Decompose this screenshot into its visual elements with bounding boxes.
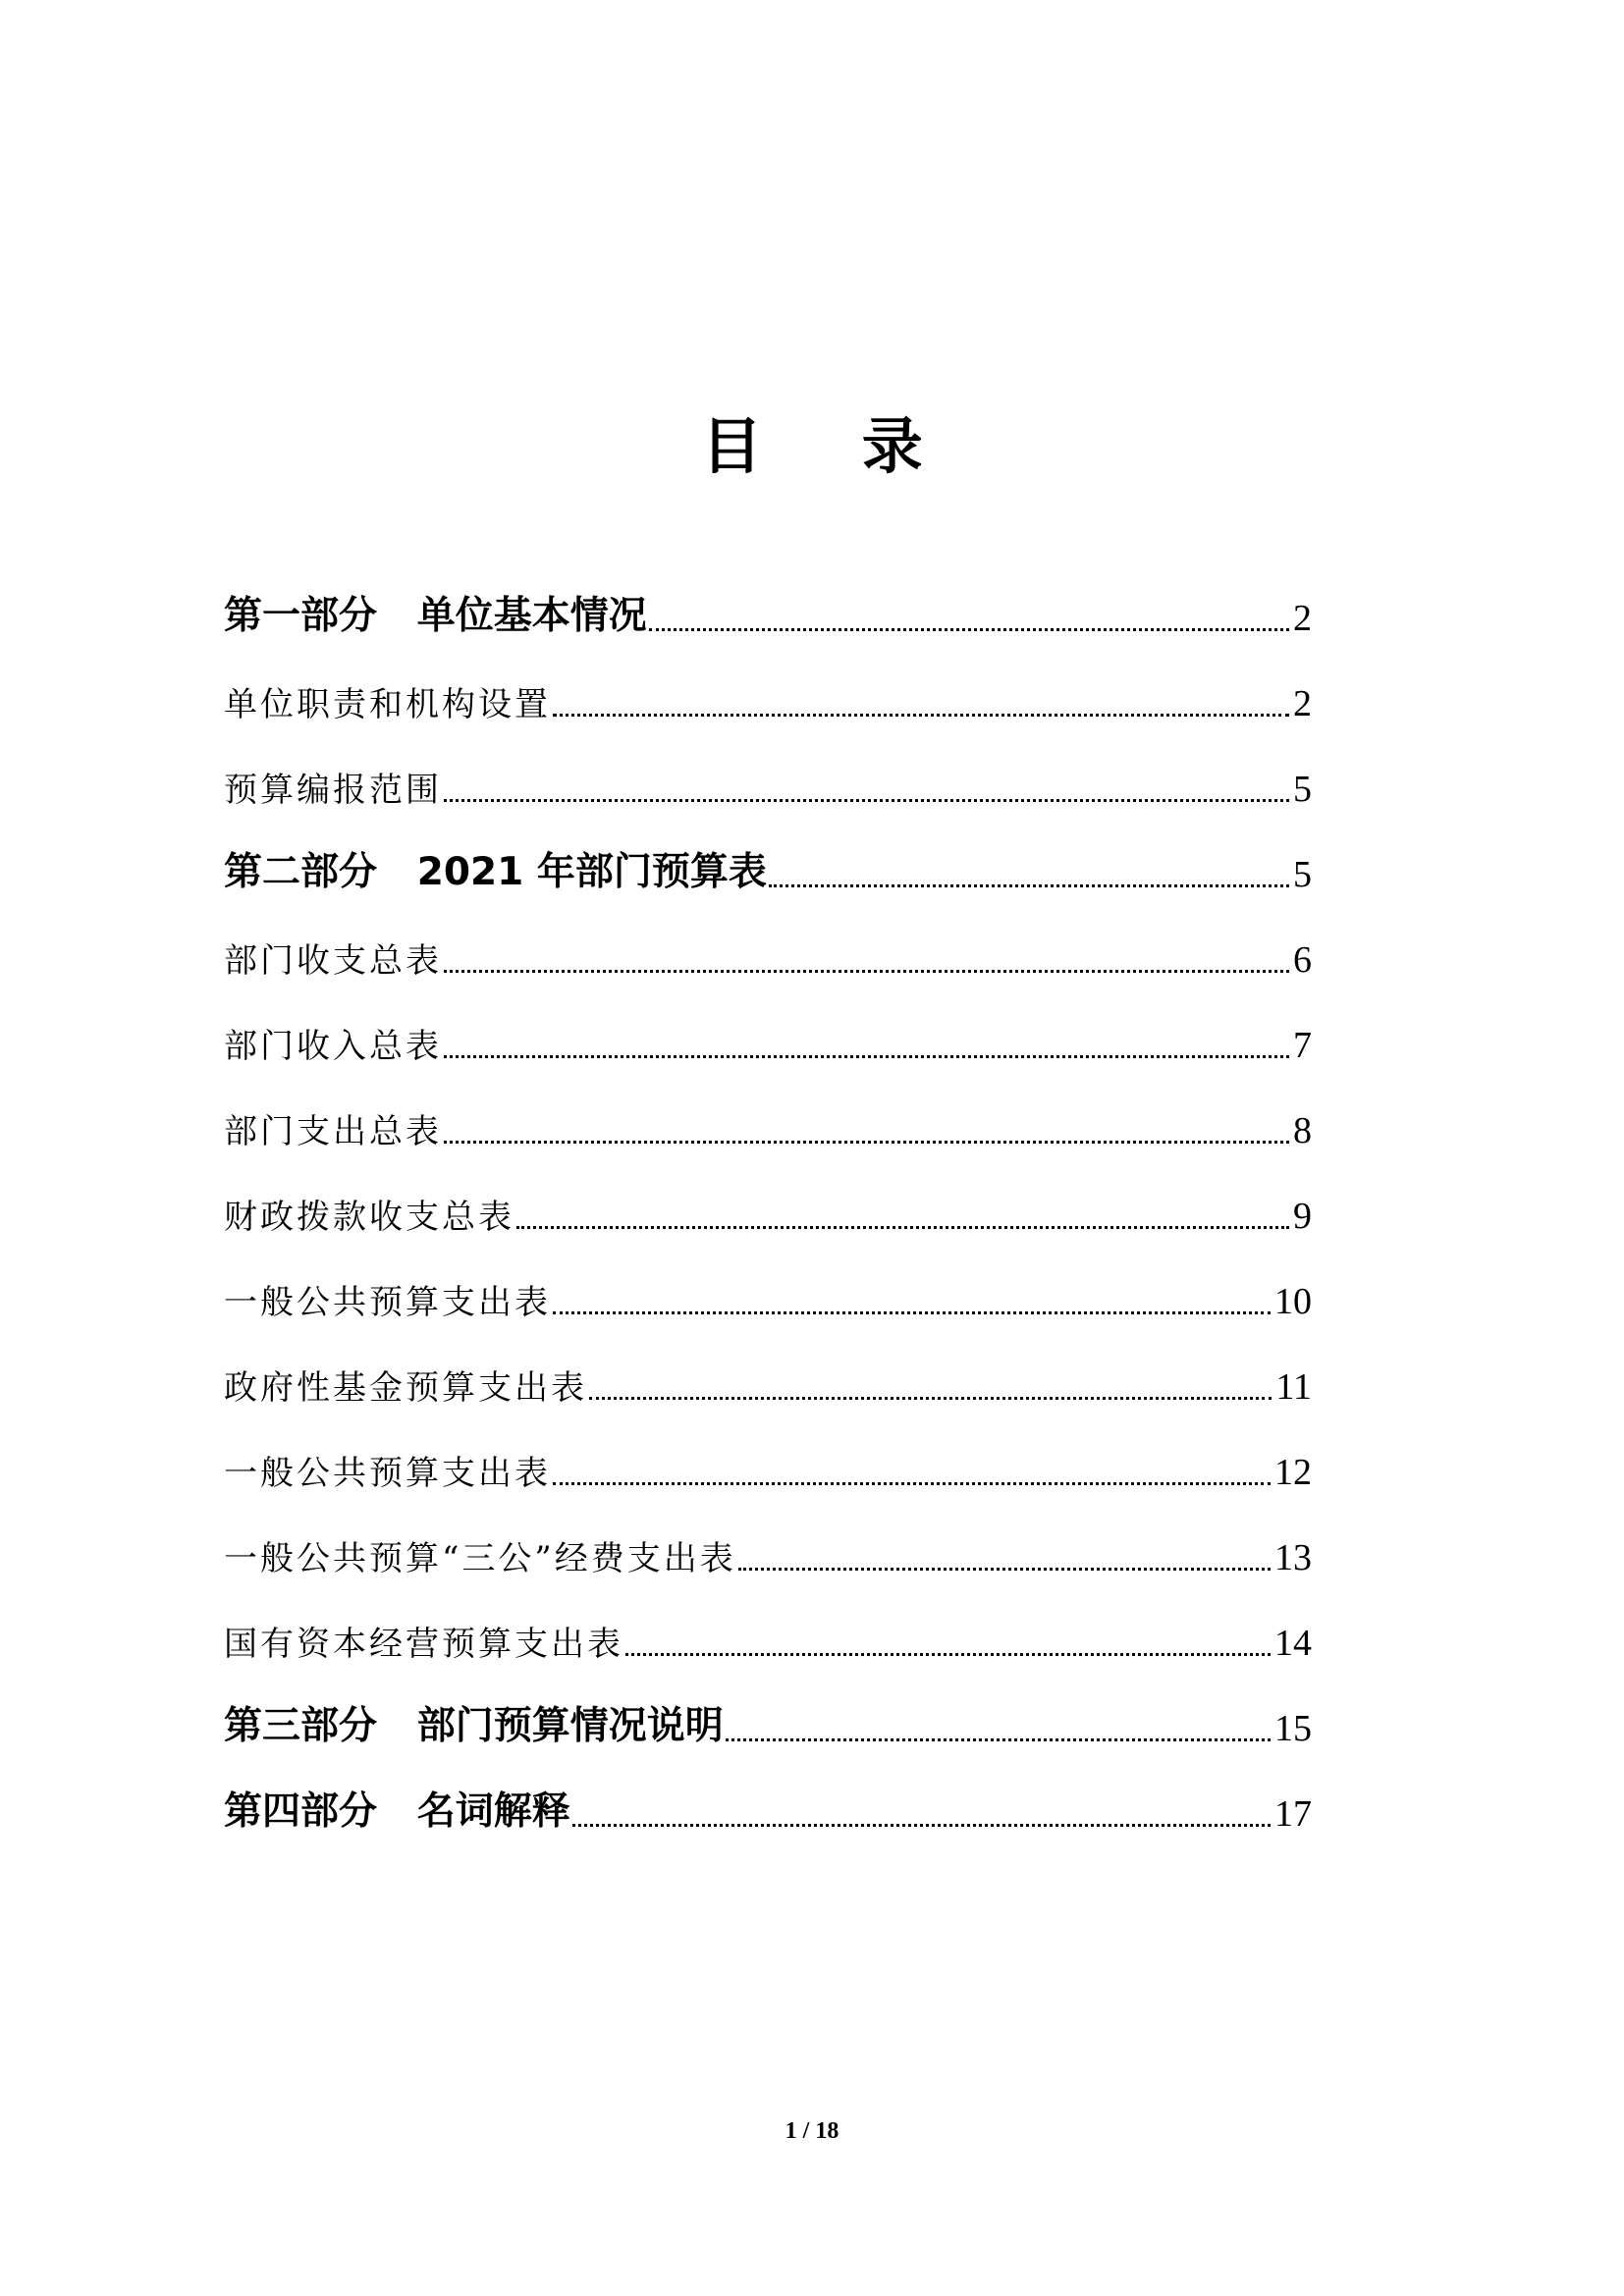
toc-entry-label: 部门支出总表: [224, 1112, 442, 1151]
toc-entry-label: 预算编报范围: [224, 771, 442, 810]
toc-entry-page: 6: [1293, 939, 1312, 981]
toc-entry-label: 一般公共预算支出表: [224, 1454, 551, 1493]
toc-entry-page: 5: [1293, 769, 1312, 810]
table-of-contents: [224, 555, 1312, 1836]
toc-entry-label: 第三部分 部门预算情况说明: [224, 1704, 724, 1748]
dot-leader: [625, 1653, 1271, 1656]
toc-entry-page: 12: [1274, 1452, 1312, 1493]
dot-leader: [553, 714, 1289, 717]
toc-entry-page: 15: [1274, 1708, 1312, 1749]
toc-entry[interactable]: [224, 640, 1312, 725]
toc-entry-page: 5: [1293, 854, 1312, 895]
dot-leader: [589, 1397, 1272, 1400]
dot-leader: [649, 628, 1289, 631]
dot-leader: [726, 1738, 1271, 1741]
toc-entry-page: 9: [1293, 1196, 1312, 1237]
toc-entry-label: 第四部分 名词解释: [224, 1789, 570, 1834]
page-number: 1 / 18: [785, 2118, 839, 2144]
toc-entry[interactable]: [224, 1409, 1312, 1494]
toc-entry[interactable]: [224, 1323, 1312, 1409]
toc-entry-label: 单位职责和机构设置: [224, 685, 551, 724]
dot-leader: [444, 799, 1289, 802]
toc-entry[interactable]: [224, 1750, 1312, 1836]
toc-entry-label: 部门收入总表: [224, 1027, 442, 1066]
toc-entry-label: 一般公共预算“三公”经费支出表: [224, 1539, 736, 1578]
toc-entry[interactable]: [224, 1152, 1312, 1238]
toc-entry-page: 17: [1274, 1793, 1312, 1835]
toc-entry-page: 10: [1274, 1281, 1312, 1322]
toc-entry-label: 第一部分 单位基本情况: [224, 594, 647, 638]
dot-leader: [738, 1568, 1271, 1571]
dot-leader: [572, 1824, 1271, 1827]
toc-entry-label: 政府性基金预算支出表: [224, 1368, 587, 1408]
toc-entry[interactable]: [224, 811, 1312, 896]
dot-leader: [444, 970, 1289, 973]
toc-entry[interactable]: [224, 896, 1312, 982]
toc-entry-label: 财政拨款收支总表: [224, 1198, 514, 1237]
dot-leader: [769, 884, 1289, 887]
toc-entry-page: 14: [1274, 1623, 1312, 1664]
toc-entry[interactable]: [224, 1494, 1312, 1579]
toc-entry[interactable]: [224, 1238, 1312, 1323]
toc-entry[interactable]: [224, 1067, 1312, 1152]
dot-leader: [516, 1226, 1289, 1229]
toc-entry-page: 13: [1274, 1537, 1312, 1578]
toc-entry[interactable]: [224, 1579, 1312, 1665]
toc-entry[interactable]: [224, 725, 1312, 811]
dot-leader: [553, 1482, 1271, 1485]
toc-entry[interactable]: [224, 982, 1312, 1067]
toc-entry-label: 一般公共预算支出表: [224, 1283, 551, 1322]
toc-entry-page: 2: [1293, 683, 1312, 724]
dot-leader: [444, 1141, 1289, 1144]
toc-entry-page: 11: [1275, 1366, 1312, 1408]
toc-entry[interactable]: [224, 1665, 1312, 1750]
toc-entry-page: 8: [1293, 1110, 1312, 1151]
toc-entry[interactable]: [224, 555, 1312, 640]
dot-leader: [553, 1311, 1271, 1314]
toc-entry-label: 第二部分 2021 年部门预算表: [224, 850, 767, 894]
toc-entry-label: 国有资本经营预算支出表: [224, 1625, 623, 1664]
toc-entry-page: 7: [1293, 1025, 1312, 1066]
toc-entry-label: 部门收支总表: [224, 941, 442, 981]
page-title: 目 录: [701, 410, 962, 482]
dot-leader: [444, 1055, 1289, 1058]
toc-entry-page: 2: [1293, 598, 1312, 639]
